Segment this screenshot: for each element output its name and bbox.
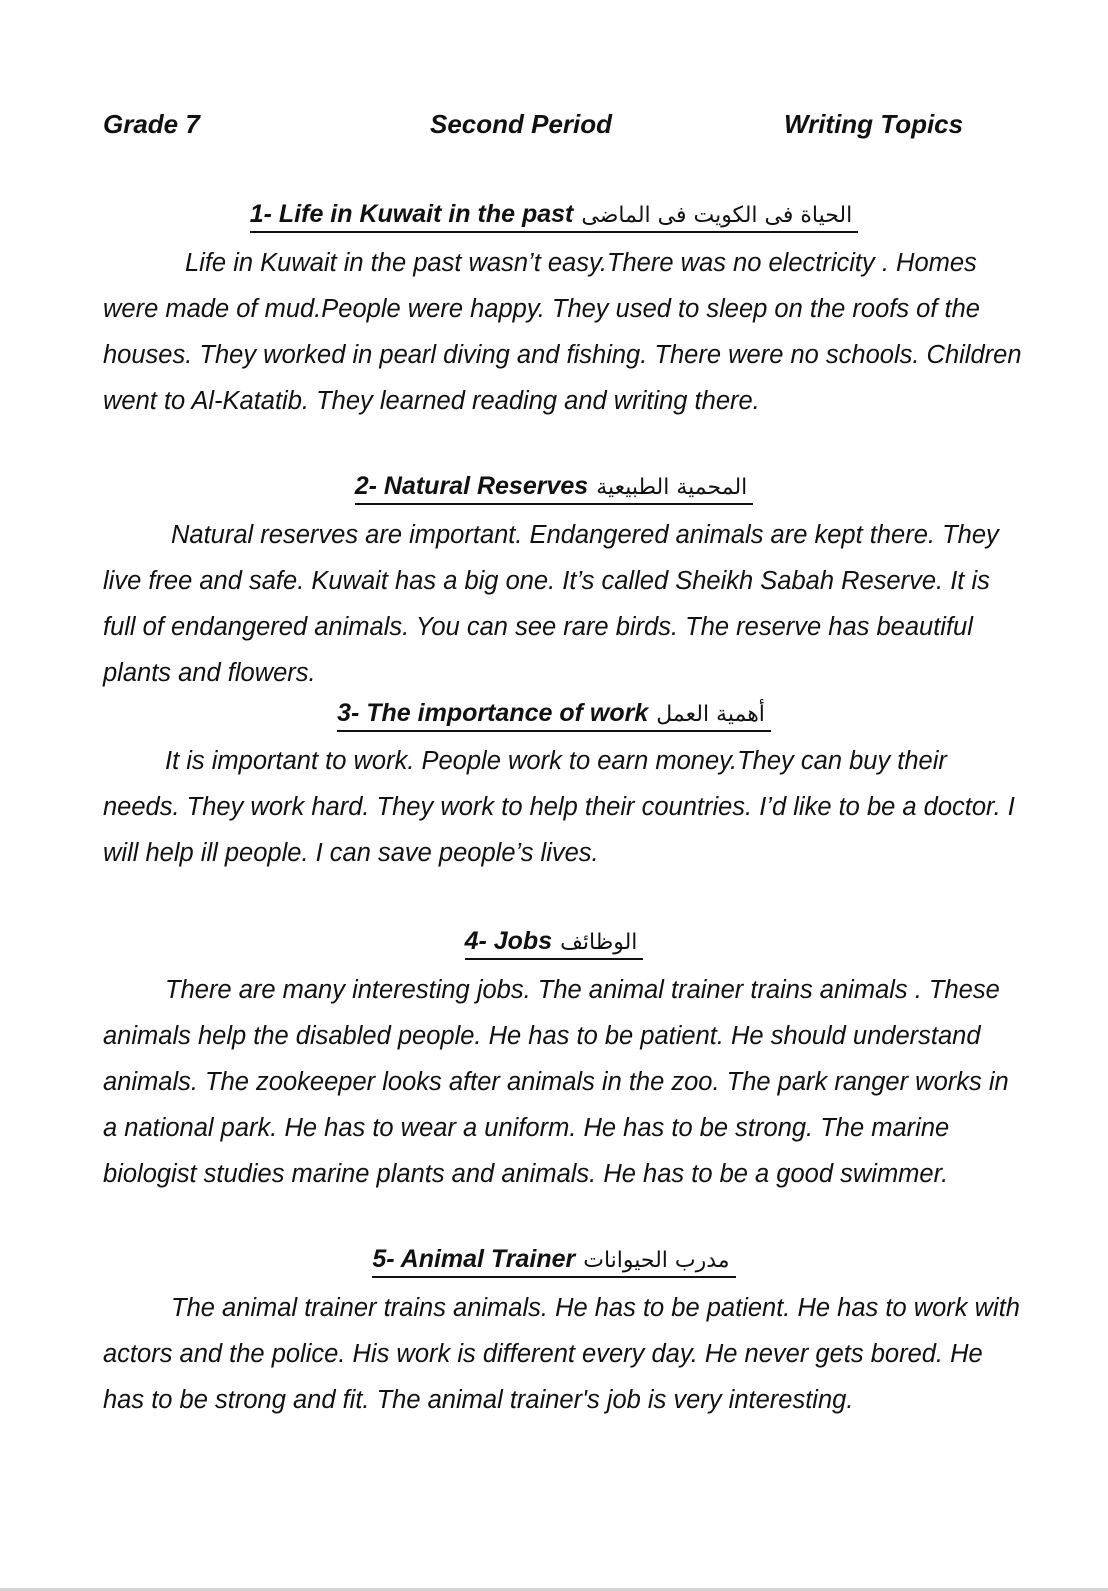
- topic-4-title-underline: [465, 927, 644, 960]
- topic-2-title-en: 2- Natural Reserves: [354, 472, 589, 500]
- topic-4-title-ar: الوظائف: [560, 930, 638, 955]
- topic-1-title-underline: [250, 200, 859, 233]
- topic-3-title-ar: أهمية العمل: [656, 702, 765, 727]
- topic-5-title-ar: مدرب الحيوانات: [583, 1248, 730, 1273]
- topic-5-title-en: 5- Animal Trainer: [372, 1245, 576, 1273]
- topic-1-title-ar: الحياة فى الكويت فى الماضى: [581, 203, 853, 228]
- topic-5-title: [0, 1243, 1108, 1278]
- topic-3-title-en: 3- The importance of work: [337, 699, 649, 727]
- topic-3-title-underline: [337, 699, 771, 732]
- topic-2-title: [0, 470, 1108, 505]
- topic-3-body: It is important to work. People work to earn money.They can buy their needs. They work hard. They work to help their countries. I’d like to be a doctor. I will help ill people. I can save people’s lives.: [103, 747, 1015, 867]
- topic-4-body: There are many interesting jobs. The animal trainer trains animals . These animals help the disabled people. He has to be patient. He should understand animals. The zookeeper looks after animals in the zoo. The park ranger works in a national park. He has to wear a uniform. He has to be strong. The marine biologist studies marine plants and animals. He has to be a good swimmer.: [103, 976, 1009, 1188]
- topic-3-title: [0, 697, 1108, 732]
- topic-1-title-en: 1- Life in Kuwait in the past: [249, 200, 574, 228]
- topic-2-title-ar: المحمية الطبيعية: [596, 475, 748, 500]
- topic-5-title-underline: [372, 1245, 735, 1278]
- topic-4-title-en: 4- Jobs: [464, 927, 553, 955]
- header-subject: Writing Topics: [784, 109, 964, 139]
- topic-2-title-underline: [355, 472, 754, 505]
- header-period: Second Period: [430, 109, 613, 139]
- topic-1-body: Life in Kuwait in the past wasn’t easy.There was no electricity . Homes were made of mud.People were happy. They used to sleep on the roofs of the houses. They worked in pearl diving and fishing. There were no schools. Children went to Al-Katatib. They learned reading and writing there.: [103, 249, 1022, 415]
- topic-2-body: Natural reserves are important. Endangered animals are kept there. They live free and safe. Kuwait has a big one. It’s called Sheikh Sabah Reserve. It is full of endangered animals. You can see rare birds. The reserve has beautiful plants and flowers.: [103, 521, 999, 687]
- topic-4-title: [0, 925, 1108, 960]
- topic-5-body: The animal trainer trains animals. He has to be patient. He has to work with actors and the police. His work is different every day. He never gets bored. He has to be strong and fit. The animal trainer's job is very interesting.: [103, 1294, 1020, 1414]
- topic-1-title: [0, 198, 1108, 233]
- header-grade: Grade 7: [103, 109, 200, 139]
